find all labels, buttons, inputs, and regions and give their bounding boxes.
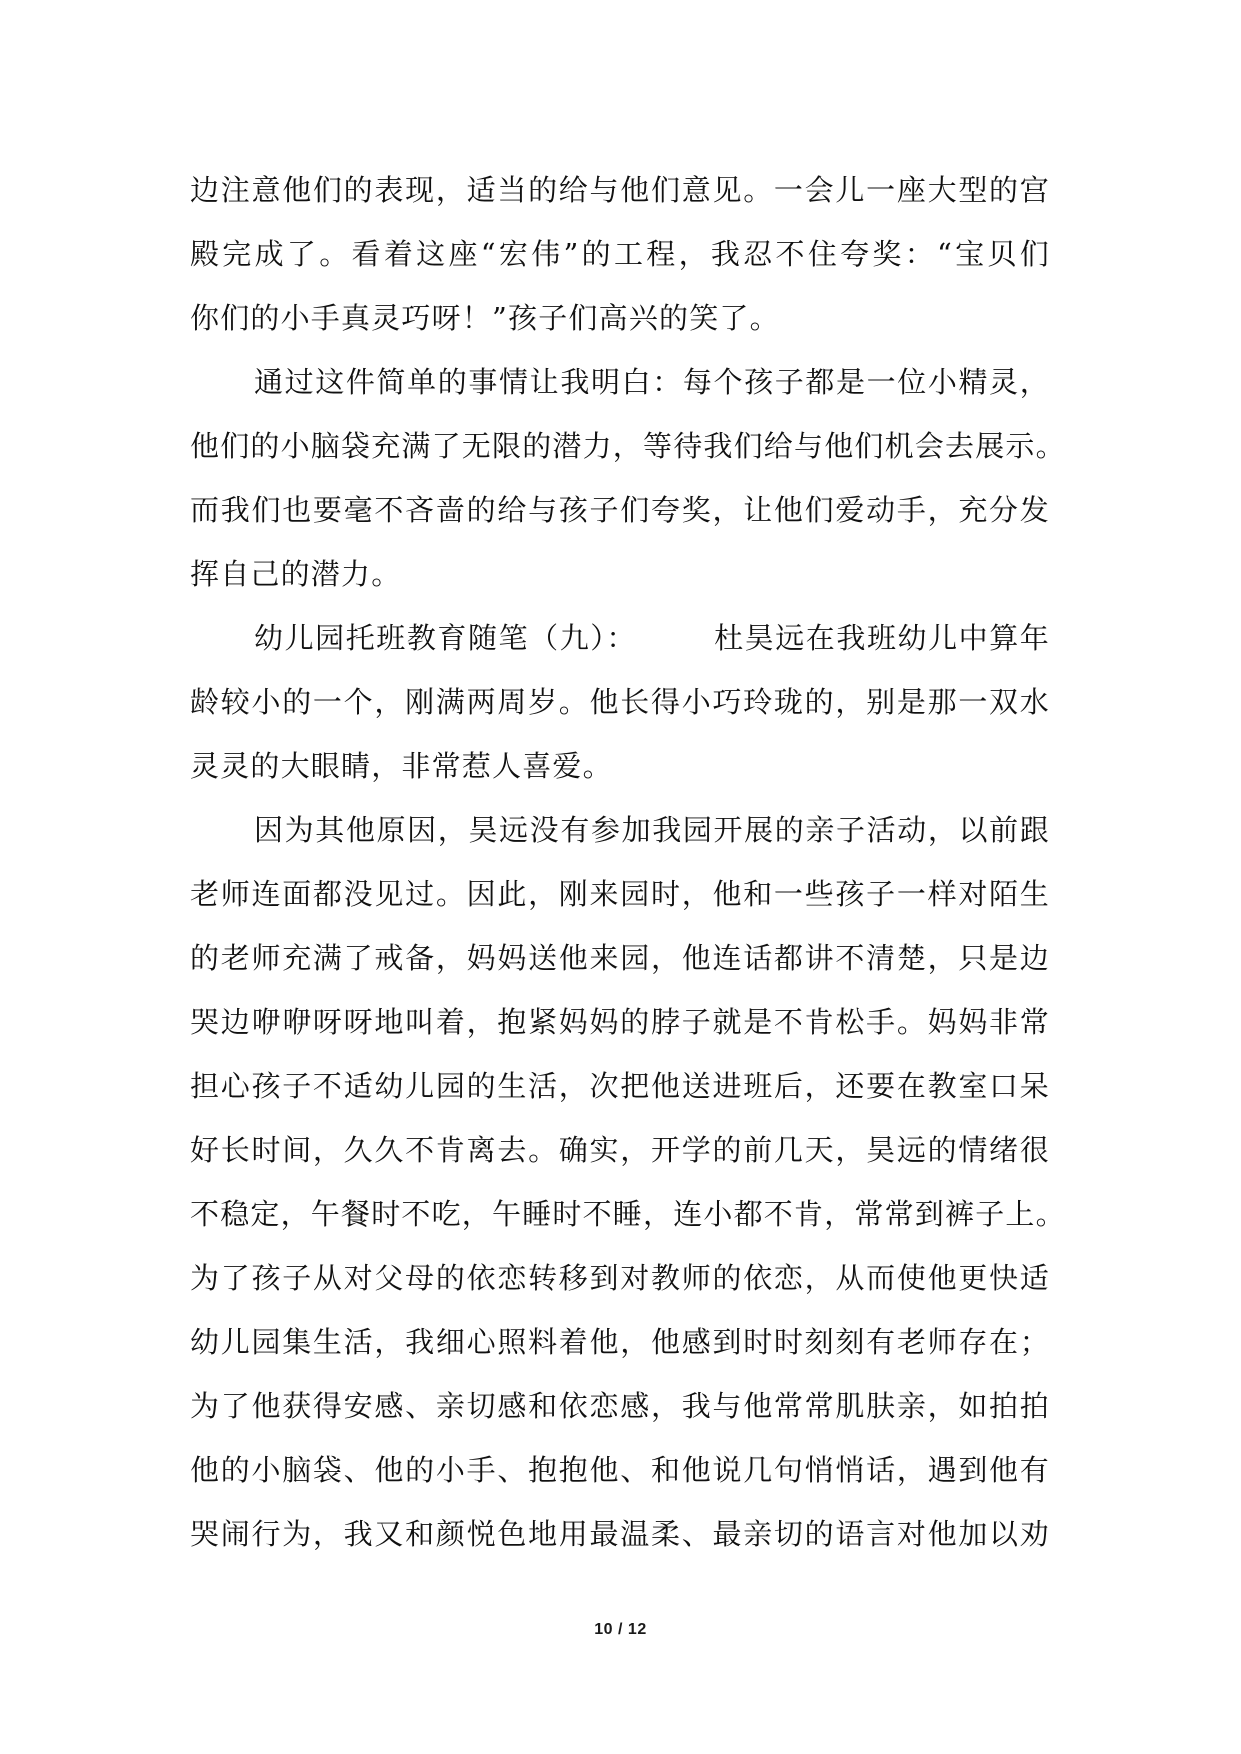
text-line: 哭边咿咿呀呀地叫着，抱紧妈妈的脖子就是不肯松手。妈妈非常 xyxy=(190,1005,1050,1039)
text-line: 他们的小脑袋充满了无限的潜力，等待我们给与他们机会去展示。 xyxy=(190,429,1066,463)
text-line: 幼儿园集生活，我细心照料着他，他感到时时刻刻有老师存在； xyxy=(190,1325,1050,1359)
paragraph-first-line: 通过这件简单的事情让我明白：每个孩子都是一位小精灵， xyxy=(254,365,1050,399)
text-line: 龄较小的一个，刚满两周岁。他长得小巧玲珑的，别是那一双水 xyxy=(190,685,1050,719)
text-line: 好长时间，久久不肯离去。确实，开学的前几天，昊远的情绪很 xyxy=(190,1133,1050,1167)
text-line: 哭闹行为，我又和颜悦色地用最温柔、最亲切的语言对他加以劝 xyxy=(190,1517,1050,1551)
text-line: 边注意他们的表现，适当的给与他们意见。一会儿一座大型的宫 xyxy=(190,173,1050,207)
text-line: 你们的小手真灵巧呀！”孩子们高兴的笑了。 xyxy=(190,301,780,335)
text-line: 他的小脑袋、他的小手、抱抱他、和他说几句悄悄话，遇到他有 xyxy=(190,1453,1050,1487)
text-line: 为了他获得安感、亲切感和依恋感，我与他常常肌肤亲，如拍拍 xyxy=(190,1389,1050,1423)
body-text xyxy=(190,158,1066,1566)
text-line: 灵灵的大眼睛，非常惹人喜爱。 xyxy=(190,749,613,783)
paragraph-first-line: 因为其他原因，昊远没有参加我园开展的亲子活动，以前跟 xyxy=(254,813,1050,847)
section-heading-line: 幼儿园托班教育随笔（九）： 杜昊远在我班幼儿中算年 xyxy=(254,621,1050,655)
text-line: 不稳定，午餐时不吃，午睡时不睡，连小都不肯，常常到裤子上。 xyxy=(190,1197,1066,1231)
text-line: 挥自己的潜力。 xyxy=(190,557,402,591)
text-line: 为了孩子从对父母的依恋转移到对教师的依恋，从而使他更快适 xyxy=(190,1261,1050,1295)
text-line: 老师连面都没见过。因此，刚来园时，他和一些孩子一样对陌生 xyxy=(190,877,1050,911)
page-number: 10 / 12 xyxy=(594,1621,647,1638)
text-line: 担心孩子不适幼儿园的生活，次把他送进班后，还要在教室口呆 xyxy=(190,1069,1050,1103)
text-line: 而我们也要毫不吝啬的给与孩子们夸奖，让他们爱动手，充分发 xyxy=(190,493,1050,527)
text-line: 的老师充满了戒备，妈妈送他来园，他连话都讲不清楚，只是边 xyxy=(190,941,1050,975)
text-line: 殿完成了。看着这座“宏伟”的工程，我忍不住夸奖：“宝贝们 xyxy=(190,237,1050,271)
